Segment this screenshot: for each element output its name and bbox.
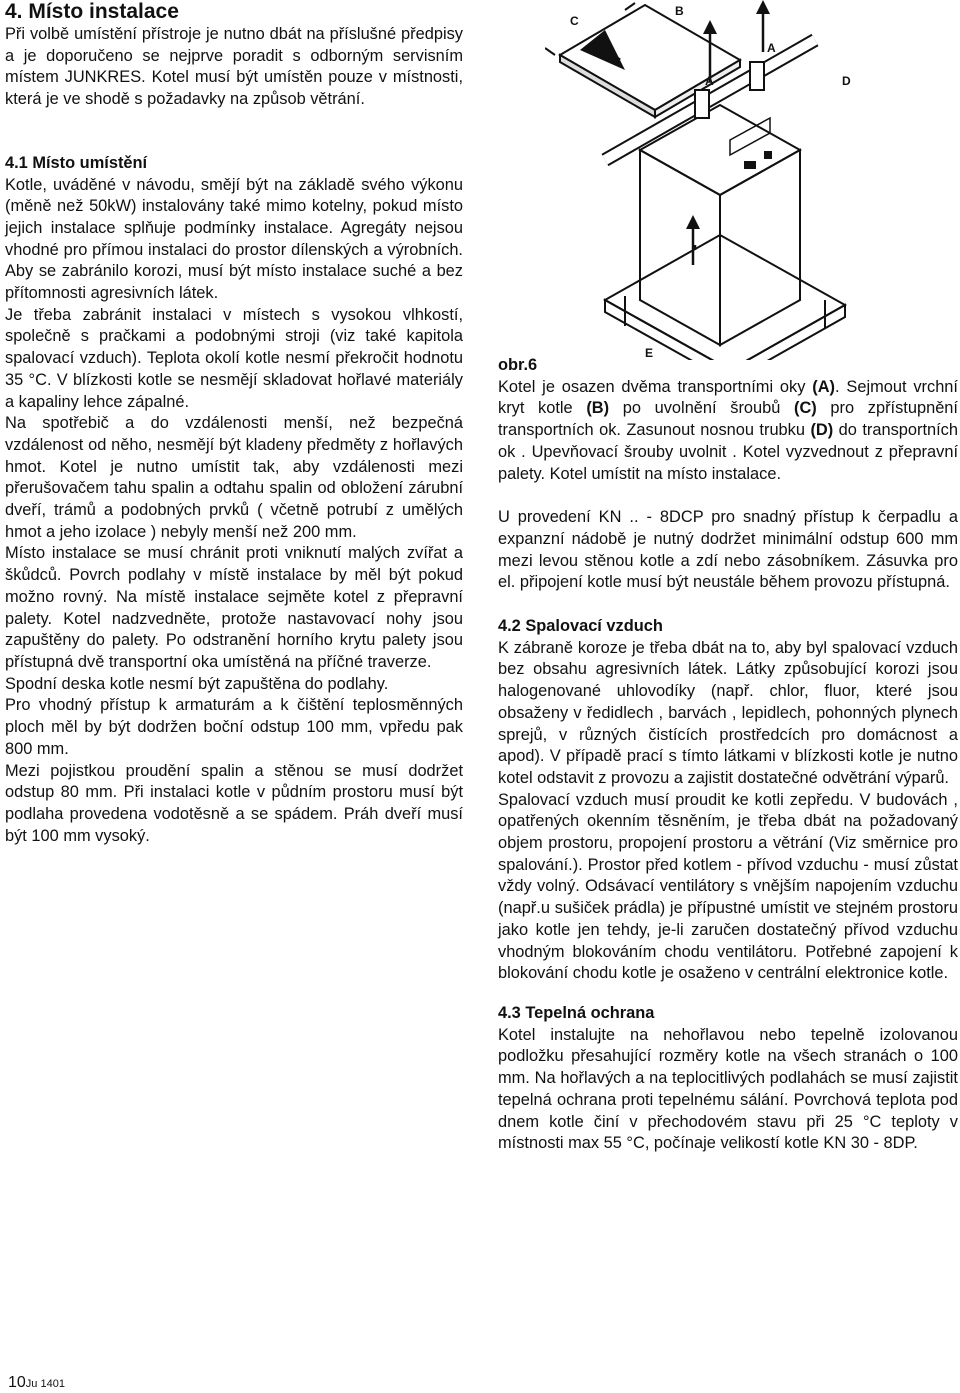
transport-eye: [750, 62, 764, 90]
screw-line: [545, 48, 555, 55]
boiler-on-pallet-drawing: [545, 0, 960, 360]
label-a: A: [767, 41, 776, 55]
label-d: D: [842, 74, 851, 88]
lift-arrow-head: [756, 0, 770, 14]
paragraph: Spodní deska kotle nesmí být zapuštěna do podlahy.: [5, 674, 389, 693]
doc-code: Ju 1401: [25, 1378, 65, 1390]
boiler-side: [720, 150, 800, 345]
paragraph: Kotel instalujte na nehořlavou nebo tepelně izolovanou podložku přesahující rozměry kotle na všech stranách o 100 mm. Na hořlavých a na teplocitlivých podlahách se musí zajistit tepelná ochrana proti tepelnému sálání. Povrchová teplota pod dnem kotle činí v přechodovém stavu při 25 °C teploty v místnosti max 55 °C, počínaje velikostí kotle KN 30 - 8DP.: [498, 1025, 958, 1153]
paragraph: K zábraně koroze je třeba dbát na to, aby byl spalovací vzduch bez obsahu agresivních látek. Látky způsobující korozi jsou halogenované uhlovodíky (např. chlor, fluor, které jsou obsaženy v ředidlech , barvách , lepidlech, pohonných plynech sprejů, v různých čistících prostředcích pro domácnost a apod). V případě prací s tímto látkami v blízkosti kotle je nutno kotel odstavit z provozu a zajistit dostatečné odvětrání výparů.: [498, 638, 958, 787]
caption-text: pro zpřístupnění transportních ok. Zasunout nosnou trubku: [498, 399, 958, 440]
subsection-title-4-2: 4.2 Spalovací vzduch: [498, 617, 663, 636]
lift-arrow-head: [703, 20, 717, 34]
caption-text: do transportních ok . Upevňovací šrouby uvolnit . Kotel vyzvednout z přepravní palety. Kotel umístit na místo instalace.: [498, 421, 958, 483]
top-cover-edge: [560, 55, 655, 117]
caption-text: . Sejmout vrchní kryt kotle: [498, 377, 958, 418]
right-column: [498, 355, 958, 1155]
paragraph: Místo instalace se musí chránit proti vniknutí malých zvířat a škůdců. Povrch podlahy v místě instalace by měl být pokud možno rovný. Na místě instalace sejměte kotel z přepravní palety. Kotel nadzvedněte, protože nastavovací nohy jsou zapuštěny do palety. Po odstranění horního krytu palety jsou přístupná dvě transportní oka umístěná na příčné traverze.: [5, 544, 463, 671]
lift-arrow-head: [686, 215, 700, 229]
paragraph: Je třeba zabránit instalaci v místech s vysokou vlhkostí, společně s pračkami a podobnými stroji (viz také kapitola spalovací vzduch). Teplota okolí kotle nesmí překročit hodnotu 35 °C. V blízkosti kotle se nesmějí skladovat hořlavé materiály a kapaliny lehce zápalné.: [5, 305, 463, 411]
switch-mark: [745, 162, 755, 168]
boiler-transport-figure: [545, 0, 960, 360]
label-a: A: [705, 74, 714, 88]
label-c: C: [570, 14, 579, 28]
caption-text: Kotel je osazen dvěma transportními oky: [498, 377, 813, 396]
paragraph: Spalovací vzduch musí proudit ke kotli zepředu. V budovách , opatřených okenním těsněním, je třeba dbát na požadovaný objem prostoru, propojení prostoru a větrání (Viz směrnice pro spalování.). Prostor před kotlem - přívod vzduchu - musí zůstat vždy volný. Odsávací ventilátory s vnějším napojením vzduchu (např.u sušiček prádla) je přípustné umístit ve stejném prostoru jako kotle jen tehdy, je-li zaručen dostatečný přívod vzduchu vhodným blokováním chodu ventilátoru. Potřebné zapojení k blokování chodu kotle je osaženo v centrální elektronice kotle.: [498, 790, 958, 983]
caption-ref: (A): [812, 377, 836, 396]
section-intro: Při volbě umístění přístroje je nutno dbát na příslušné předpisy a je doporučeno se nejprve poradit s odborným servisním místem JUNKRES. Kotel musí být umístěn pouze v místnosti, která je ve shodě s požadavky na způsob větrání.: [5, 25, 463, 109]
pallet-front: [605, 300, 730, 360]
subsection-title-4-3: 4.3 Tepelná ochrana: [498, 1003, 655, 1022]
screw-line: [625, 3, 635, 10]
caption-ref: (B): [586, 399, 610, 418]
pallet-side: [730, 305, 845, 360]
kn-note: U provedení KN .. - 8DCP pro snadný přístup k čerpadlu a expanzní nádobě je nutný dodržet minimální odstup 600 mm mezi levou stěnou kotle a zdí nebo zásobníkem. Zásuvka pro el. připojení kotle musí být neustále během provozu přístupná.: [498, 508, 958, 592]
boiler-front: [640, 150, 720, 345]
paragraph: Mezi pojistkou proudění spalin a stěnou se musí dodržet odstup 80 mm. Při instalaci kotle v půdním prostoru musí být podlaha provedena vodotěsně a se spádem. Práh dveří musí být 100 mm vysoký.: [5, 761, 463, 845]
removal-arrow-head: [580, 30, 625, 70]
figure-caption-label: obr.6: [498, 356, 538, 374]
transport-eye: [695, 90, 709, 118]
left-column: [5, 0, 463, 847]
label-e: E: [645, 346, 654, 360]
paragraph: Pro vhodný přístup k armaturám a k čištění teplosměnných ploch měl by být dodržen boční odstup 100 mm, vpředu pak 800 mm.: [5, 696, 463, 758]
figure-caption: [498, 377, 958, 486]
label-b: B: [675, 4, 684, 18]
paragraph: Kotle, uváděné v návodu, smějí být na základě svého výkonu (měně než 50kW) instalovány také mimo kotelny, pokud místo jejich instalace splňuje podmínky instalace. Agregáty nejsou vhodné pro přímou instalaci do prostor dílenských a výrobních. Aby se zabránilo korozi, musí být místo instalace suché a bez přítomnosti agresivních látek.: [5, 175, 463, 303]
caption-ref: (C): [794, 399, 817, 418]
section-title: 4. Místo instalace: [5, 0, 179, 23]
caption-ref: (D): [810, 421, 834, 440]
switch-mark: [765, 152, 771, 158]
paragraph: Na spotřebič a do vzdálenosti menší, než bezpečná vzdálenost od něho, nesmějí být kladeny předměty z hořlavých hmot. Kotel je nutno umístit tak, aby vzdálenosti mezi přerušovačem tahu spalin a odtahu spalin od obložení zárubní dveří, trámů a podobných prvků ( včetně potrubí z umělých hmot a jeho izolace ) nebyly menší než 200 mm.: [5, 414, 463, 541]
page-number: 10: [8, 1374, 26, 1391]
control-panel: [730, 118, 770, 155]
caption-text: po uvolnění šroubů: [609, 399, 795, 418]
subsection-title-4-1: 4.1 Místo umístění: [5, 153, 148, 172]
page-footer: [8, 1374, 65, 1392]
